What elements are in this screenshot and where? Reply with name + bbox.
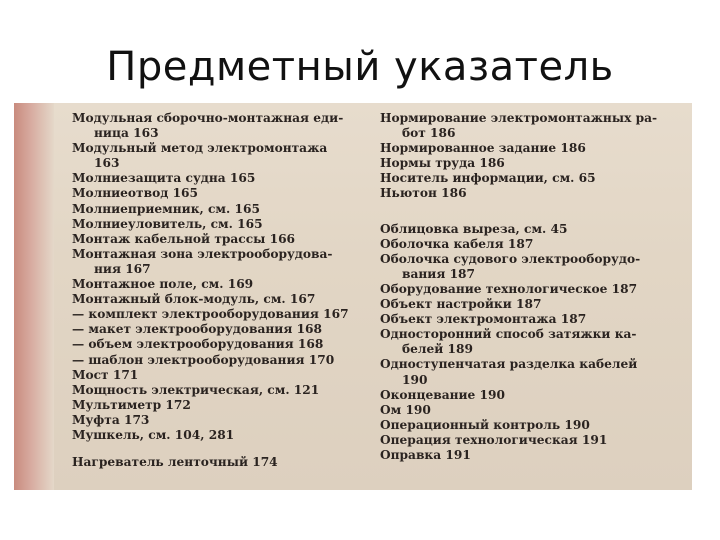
index-entry: Молниеприемник, см. 165 bbox=[72, 201, 260, 216]
index-entry: Операция технологическая 191 bbox=[380, 432, 608, 447]
index-entry: Модульный метод электромонтажа bbox=[72, 141, 328, 156]
index-entry: Оболочка судового электрооборудо- bbox=[380, 251, 641, 266]
index-entry: Объект электромонтажа 187 bbox=[380, 312, 587, 327]
index-entry: бот 186 bbox=[402, 126, 456, 141]
index-entry: Оконцевание 190 bbox=[380, 387, 505, 402]
index-entry: Объект настройки 187 bbox=[380, 297, 542, 312]
section-gap bbox=[72, 443, 368, 455]
slide-title: Предметный указатель bbox=[106, 44, 614, 90]
index-entry: Оборудование технологическое 187 bbox=[380, 281, 638, 296]
index-entry: — макет электрооборудования 168 bbox=[72, 322, 323, 337]
index-entry: Монтажный блок-модуль, см. 167 bbox=[72, 292, 316, 307]
index-entry: Модульная сборочно-монтажная еди- bbox=[72, 111, 344, 125]
index-entry: Одноступенчатая разделка кабелей bbox=[380, 357, 638, 372]
section-gap bbox=[380, 202, 686, 222]
index-entry: Нормированное задание 186 bbox=[380, 141, 586, 156]
index-entry: Облицовка выреза, см. 45 bbox=[380, 221, 568, 236]
index-entry: Молниеуловитель, см. 165 bbox=[72, 216, 263, 231]
index-entry: 190 bbox=[402, 372, 428, 387]
index-column-left bbox=[72, 111, 368, 470]
page-edge-strip bbox=[14, 103, 54, 490]
index-entry: Односторонний способ затяжки ка- bbox=[380, 327, 637, 342]
index-entry: Монтаж кабельной трассы 166 bbox=[72, 231, 296, 246]
index-entry: Ньютон 186 bbox=[380, 186, 467, 201]
index-column-right bbox=[380, 111, 686, 463]
index-entry: ния 167 bbox=[94, 261, 151, 276]
index-entry: Оправка 191 bbox=[380, 447, 471, 462]
index-entry: Монтажная зона электрооборудова- bbox=[72, 246, 333, 261]
index-entry: Операционный контроль 190 bbox=[380, 417, 590, 432]
index-entry: вания 187 bbox=[402, 266, 476, 281]
index-entry: Молниезащита судна 165 bbox=[72, 171, 256, 186]
index-entry: Нагреватель ленточный 174 bbox=[72, 455, 278, 470]
index-entry: Мушкель, см. 104, 281 bbox=[72, 427, 235, 442]
index-entry: Нормирование электромонтажных ра- bbox=[380, 111, 658, 125]
index-entry: Носитель информации, см. 65 bbox=[380, 171, 596, 186]
index-entry: Мультиметр 172 bbox=[72, 397, 191, 412]
index-entry: Оболочка кабеля 187 bbox=[380, 236, 534, 251]
index-entry: Монтажное поле, см. 169 bbox=[72, 277, 254, 292]
index-entry: Нормы труда 186 bbox=[380, 156, 505, 171]
index-entry: — комплект электрооборудования 167 bbox=[72, 307, 349, 322]
scanned-index-page bbox=[14, 103, 692, 490]
index-entry: — шаблон электрооборудования 170 bbox=[72, 352, 335, 367]
index-entry: 163 bbox=[94, 156, 120, 171]
index-entry: Мост 171 bbox=[72, 367, 139, 382]
index-entry: белей 189 bbox=[402, 342, 473, 357]
index-entry: ница 163 bbox=[94, 126, 159, 141]
index-entry: — объем электрооборудования 168 bbox=[72, 337, 324, 352]
index-entry: Муфта 173 bbox=[72, 412, 150, 427]
index-entry: Молниеотвод 165 bbox=[72, 186, 199, 201]
index-entry: Мощность электрическая, см. 121 bbox=[72, 382, 320, 397]
index-entry: Ом 190 bbox=[380, 402, 431, 417]
